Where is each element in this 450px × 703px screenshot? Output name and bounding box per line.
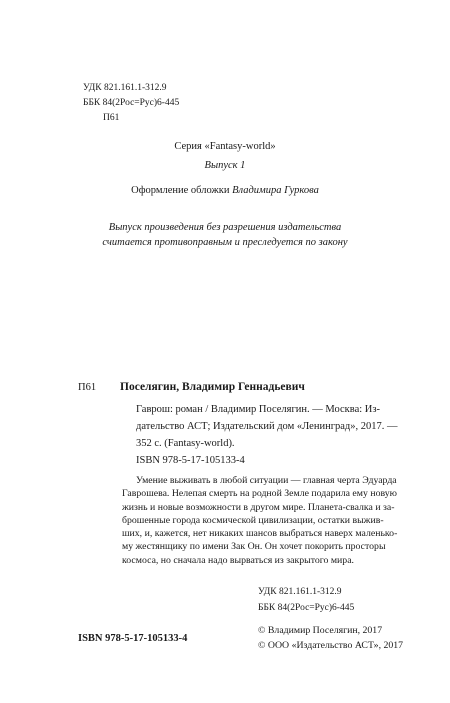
cover-credit [0, 184, 450, 198]
footer-isbn: ISBN 978-5-17-105133-4 [78, 633, 188, 644]
annotation-line: брошенные города космической цивилизации, остатки выжив- [122, 514, 384, 526]
series-issue: Выпуск 1 [204, 160, 246, 171]
catalog-description-line-1: Гаврош: роман / Владимир Поселягин. — Москва: Из- [136, 404, 381, 415]
annotation-line: му жестянщику по имени Зак Он. Он хочет покорить просторы [122, 541, 386, 553]
catalog-author-mark: П61 [78, 382, 97, 393]
copyright-author: © Владимир Поселягин, 2017 [258, 625, 383, 636]
annotation-line: космоса, но сначала надо вырваться из закрытого мира. [122, 554, 355, 566]
udk-code-bottom: УДК 821.161.1-312.9 [258, 587, 342, 597]
catalog-description-line-2: дательство АСТ; Издательский дом «Ленинград», 2017. — [136, 421, 398, 432]
annotation-line: ших, и, кажется, нет никаких шансов выбраться наверх маленько- [122, 528, 398, 540]
annotation [122, 474, 397, 567]
catalog-description [136, 401, 398, 452]
cover-credit-name: Владимира Гуркова [232, 185, 319, 196]
catalog-description-line-3: 352 с. (Fantasy-world). [136, 438, 235, 449]
udk-code-top: УДК 821.161.1-312.9 [83, 83, 167, 93]
annotation-line: Умение выживать в любой ситуации — главная черта Эдуарда [136, 475, 397, 486]
cover-credit-prefix: Оформление обложки [131, 185, 233, 196]
legal-notice-line-2: считается противоправным и преследуется по закону [102, 237, 348, 248]
author-mark-top: П61 [103, 113, 120, 123]
annotation-line: жизнь и новые возможности в другом мире. Планета-свалка и за- [122, 501, 395, 513]
series-line: Серия «Fantasy-world» [174, 141, 276, 152]
bbk-code-bottom: ББК 84(2Рос=Рус)6-445 [258, 603, 355, 613]
copyright-publisher: © ООО «Издательство АСТ», 2017 [258, 639, 404, 651]
copyright-block [258, 624, 403, 653]
legal-notice-line-1: Выпуск произведения без разрешения издательства [108, 222, 342, 233]
catalog-isbn: ISBN 978-5-17-105133-4 [136, 455, 245, 466]
bbk-code-top: ББК 84(2Рос=Рус)6-445 [83, 98, 180, 108]
annotation-line: Гаврошева. Нелепая смерть на родной Земле подарила ему новую [122, 488, 397, 500]
catalog-author: Поселягин, Владимир Геннадьевич [120, 381, 305, 393]
